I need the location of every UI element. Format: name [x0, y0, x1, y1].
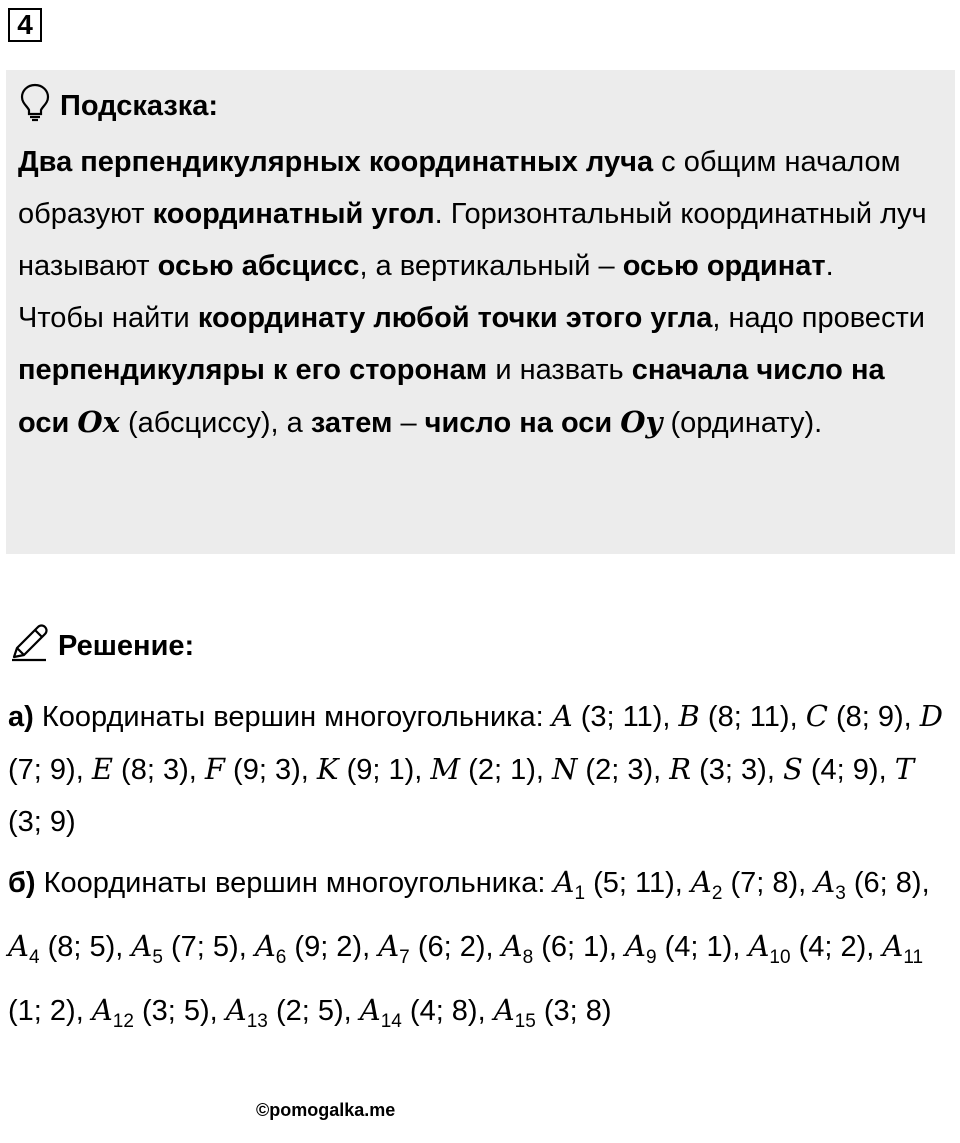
pencil-icon: [8, 621, 50, 671]
hint-paragraph-1: [18, 136, 943, 292]
vertex-coordinates: (2; 5): [275, 994, 344, 1027]
part-b-label: б): [8, 867, 36, 899]
text: , а вертикальный –: [359, 250, 623, 282]
vertex-point: $A_7$ (6; 2),: [378, 928, 502, 968]
vertex-name: A: [625, 928, 646, 963]
vertex-point: $A_2$ (7; 8),: [690, 865, 815, 904]
task-number: 4: [8, 8, 42, 42]
vertex-point: C (8; 9),: [805, 699, 920, 733]
hint-text: [18, 136, 943, 449]
vertex-point: $A_{12}$ (3; 5),: [91, 992, 226, 1032]
vertex-name: A: [501, 928, 523, 963]
text: (абсциссу), а: [119, 407, 311, 439]
vertex-point: $A_4$ (8; 5),: [8, 928, 132, 968]
vertex-name: A: [814, 865, 836, 899]
vertex-index: 7: [399, 946, 410, 968]
vertex-coordinates: (8; 9): [835, 701, 904, 733]
text: Чтобы найти: [18, 302, 198, 334]
vertex-name: C: [805, 699, 828, 733]
vertex-index: 6: [275, 946, 287, 968]
vertex-name: E: [91, 752, 113, 786]
vertex-name: R: [669, 752, 692, 786]
vertex-point: N (2; 3),: [551, 752, 670, 786]
vertex-name: A: [882, 928, 904, 963]
vertex-name: D: [919, 699, 944, 733]
vertex-coordinates: (4; 8): [409, 994, 478, 1027]
solution-part-a: [8, 690, 953, 848]
term-then: затем: [310, 407, 393, 439]
vertex-name: A: [493, 992, 515, 1027]
hint-paragraph-2: [18, 292, 943, 449]
vertex-coordinates: (7; 8): [730, 867, 799, 899]
vertex-point: $A_{13}$ (2; 5),: [225, 992, 360, 1032]
vertex-point: D (7; 9),: [8, 699, 944, 786]
vertex-coordinates: (3; 9): [8, 806, 76, 838]
vertex-index: 12: [112, 1010, 134, 1032]
vertex-name: A: [378, 928, 400, 963]
text: –: [392, 407, 425, 439]
term-first-number: сначала число на оси: [18, 354, 885, 439]
vertex-coordinates: (1; 2): [8, 994, 76, 1027]
text: . Горизонтальный координатный луч называют: [18, 198, 927, 282]
vertex-coordinates: (2; 3): [585, 754, 654, 786]
hint-header: [18, 80, 943, 132]
vertex-index: 2: [711, 882, 723, 904]
vertex-index: 14: [380, 1010, 402, 1032]
vertex-point: $A_8$ (6; 1),: [501, 928, 626, 968]
vertex-point: $A_6$ (9; 2),: [254, 928, 379, 968]
hint-title: Подсказка:: [60, 89, 219, 122]
vertex-coordinates: (6; 1): [541, 930, 609, 963]
term-perpendicular-rays: Два перпендикулярных координатных луча: [18, 146, 654, 178]
vertex-coordinates: (9; 3): [233, 754, 301, 786]
vertex-name: A: [690, 865, 712, 899]
vertex-point: $A_9$ (4; 1),: [625, 928, 749, 968]
vertex-point: $A_1$ (5; 11),: [553, 865, 691, 904]
vertex-name: K: [316, 752, 339, 786]
vertex-index: 3: [835, 882, 846, 904]
text: с общим началом образуют: [18, 146, 901, 230]
vertex-name: A: [254, 928, 276, 963]
vertex-point: R (3; 3),: [669, 752, 783, 786]
term-perpendiculars: перпендикуляры к его сторонам: [18, 354, 488, 386]
part-a-intro: Координаты вершин многоугольника:: [33, 701, 552, 733]
vertex-coordinates: (8; 11): [707, 701, 790, 733]
vertex-coordinates: (9; 2): [294, 930, 363, 963]
term-ordinate-axis: осью ординат: [622, 250, 826, 282]
vertex-coordinates: (4; 1): [664, 930, 733, 963]
vertex-coordinates: (6; 2): [417, 930, 486, 963]
vertex-index: 10: [769, 946, 791, 968]
vertex-name: M: [430, 752, 461, 786]
part-a-label: а): [8, 701, 34, 733]
vertex-name: A: [359, 992, 381, 1027]
math-ox: Ox: [77, 405, 120, 439]
vertex-coordinates: (8; 3): [121, 754, 189, 786]
vertex-point: K (9; 1),: [316, 752, 431, 786]
term-abscissa-axis: осью абсцисс: [157, 250, 360, 282]
solution-part-b: [8, 856, 953, 1047]
vertex-index: 4: [28, 946, 40, 968]
lightbulb-icon: [18, 82, 52, 130]
solution-title: Решение:: [58, 629, 195, 662]
solution-body: [8, 690, 953, 1047]
vertex-name: A: [8, 928, 29, 963]
vertex-name: A: [225, 992, 247, 1027]
vertex-coordinates: (4; 2): [798, 930, 867, 963]
vertex-point: M (2; 1),: [430, 752, 552, 786]
vertex-coordinates: (2; 1): [468, 754, 536, 786]
vertex-coordinates: (7; 5): [171, 930, 239, 963]
text: , надо провести: [712, 302, 925, 334]
vertex-name: B: [678, 699, 700, 733]
vertex-coordinates: (3; 5): [141, 994, 210, 1027]
vertex-index: 13: [246, 1010, 268, 1032]
vertex-point: $A_{11}$ (1; 2),: [8, 928, 924, 1027]
vertex-coordinates: (3; 11): [580, 701, 663, 733]
vertex-coordinates: (8; 5): [47, 930, 116, 963]
vertex-index: 8: [522, 946, 534, 968]
text: и назвать: [487, 354, 632, 386]
vertex-name: A: [748, 928, 770, 963]
text: (ординату).: [662, 407, 823, 439]
math-oy: Oy: [620, 405, 663, 439]
vertex-point: B (8; 11),: [678, 699, 806, 733]
vertex-index: 9: [645, 946, 657, 968]
vertex-point: F (9; 3),: [204, 752, 317, 786]
watermark: ©pomogalka.me: [256, 1100, 396, 1120]
vertex-coordinates: (5; 11): [593, 867, 675, 899]
solution-header: [8, 620, 953, 672]
vertex-name: F: [204, 752, 225, 786]
vertex-point: $A_5$ (7; 5),: [131, 928, 255, 968]
hint-box: [6, 70, 955, 554]
part-b-intro: Координаты вершин многоугольника:: [35, 867, 554, 899]
vertex-index: 5: [152, 946, 163, 968]
vertex-name: A: [551, 699, 573, 733]
vertex-point: $A_{14}$ (4; 8),: [359, 992, 494, 1032]
vertex-coordinates: (4; 9): [810, 754, 879, 786]
term-coordinate-angle: координатный угол: [152, 198, 435, 230]
text: .: [825, 250, 834, 282]
vertex-point: E (8; 3),: [91, 752, 205, 786]
term-second-number: число на оси: [424, 407, 621, 439]
vertex-coordinates: (3; 3): [699, 754, 767, 786]
vertex-index: 15: [514, 1010, 536, 1032]
vertex-name: N: [551, 752, 578, 786]
vertex-index: 11: [903, 946, 924, 968]
vertex-point: $A_3$ (6; 8),: [814, 865, 930, 904]
vertex-index: 1: [574, 882, 586, 904]
vertex-coordinates: (7; 9): [8, 754, 76, 786]
vertex-name: T: [894, 752, 915, 786]
vertex-name: A: [131, 928, 153, 963]
vertex-name: A: [553, 865, 575, 899]
vertex-coordinates: (9; 1): [346, 754, 415, 786]
vertex-point: $A_{10}$ (4; 2),: [748, 928, 883, 968]
vertex-name: S: [782, 752, 803, 786]
vertex-point: S (4; 9),: [782, 752, 895, 786]
vertex-point: [493, 992, 612, 1032]
vertex-coordinates: (3; 8): [543, 994, 612, 1027]
term-point-coordinate: координату любой точки этого угла: [197, 302, 713, 334]
solution-section: [8, 620, 953, 1055]
vertex-coordinates: (6; 8): [853, 867, 922, 899]
vertex-point: A (3; 11),: [551, 699, 679, 733]
vertex-name: A: [91, 992, 113, 1027]
